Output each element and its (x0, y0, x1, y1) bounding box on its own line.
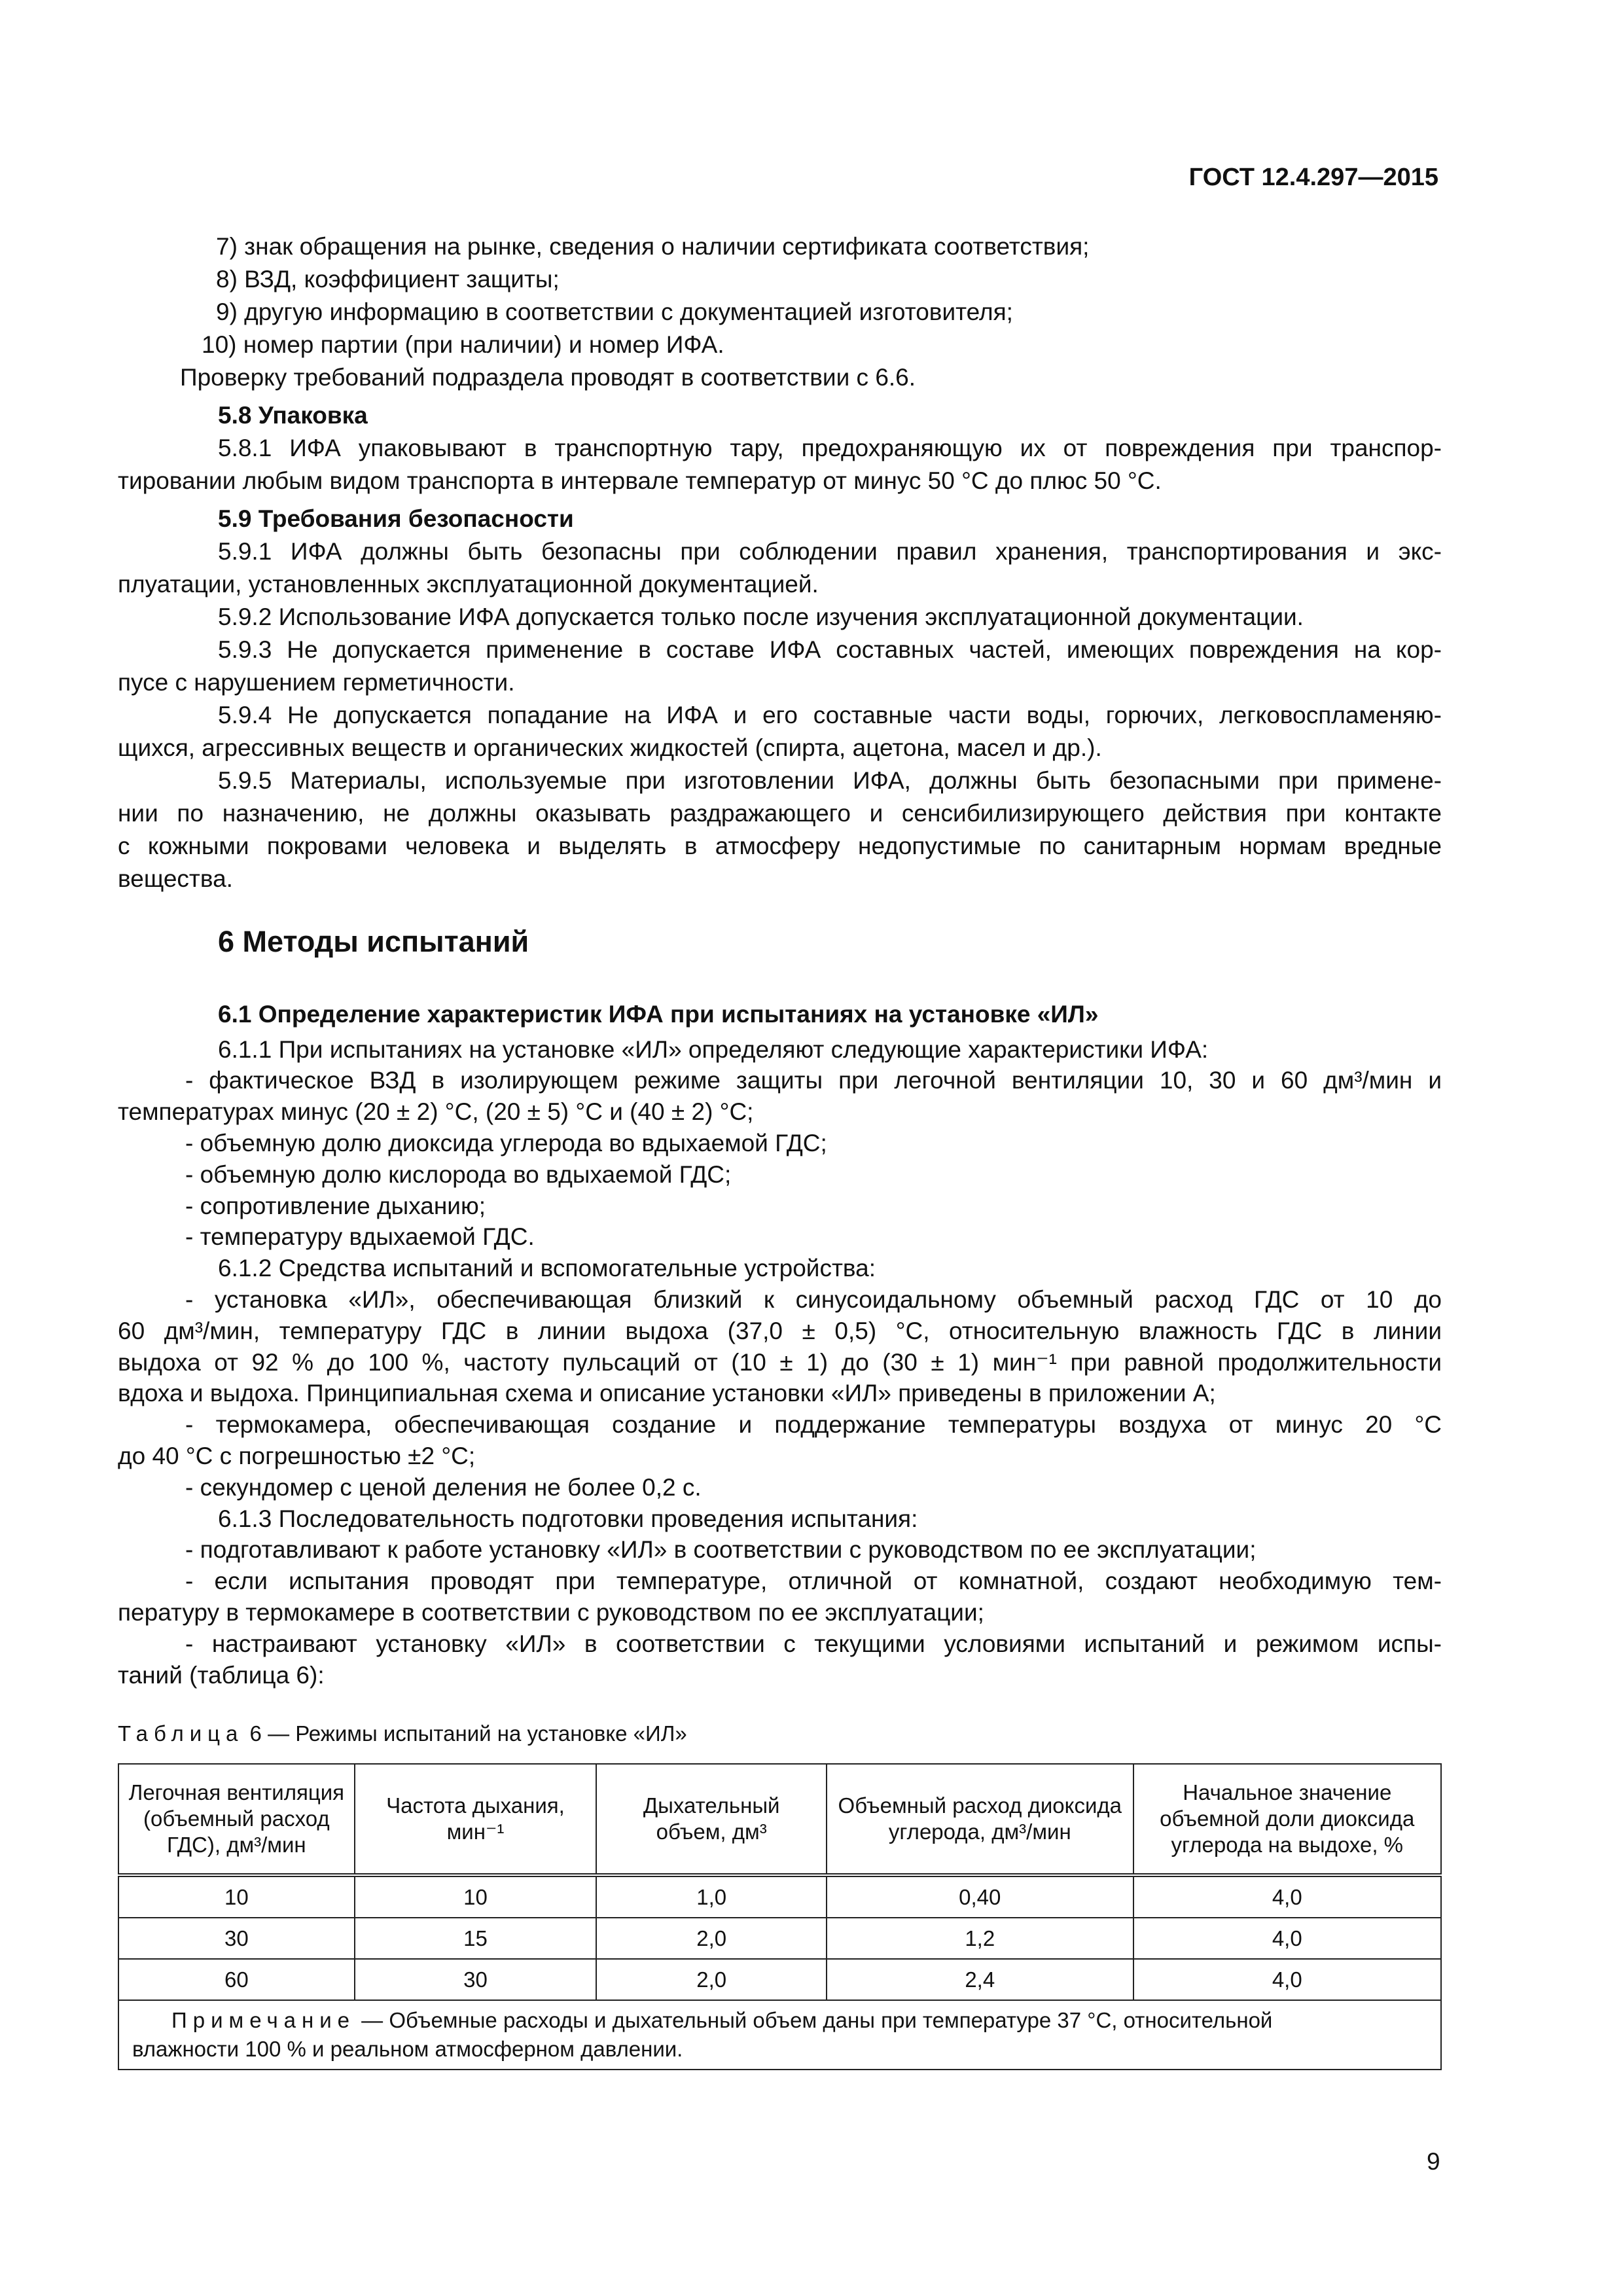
paragraph (118, 296, 1442, 329)
text-line: - температуру вдыхаемой ГДС. (185, 1223, 535, 1251)
text-line: 5.9.2 Использование ИФА допускается только после изучения эксплуатационной документации. (218, 603, 1304, 630)
paragraph (118, 634, 1442, 699)
table-cell: 2,0 (596, 1918, 827, 1959)
table-row (118, 1875, 1441, 1918)
section-heading (118, 503, 1442, 535)
text-line: 9) другую информацию в соответствии с документацией изготовителя; (216, 298, 1013, 325)
text-line: вдоха и выдоха. Принципиальная схема и описание установки «ИЛ» приведены в приложении А; (118, 1380, 1216, 1407)
text-line: нии по назначению, не должны оказывать раздражающего и сенсибилизирующего действия при контакте (118, 800, 1442, 827)
text-line: - объемную долю диоксида углерода во вдыхаемой ГДС; (185, 1129, 827, 1157)
section-6 (118, 926, 1442, 1691)
paragraph (118, 1628, 1442, 1691)
paragraph (118, 601, 1442, 634)
text-line: тировании любым видом транспорта в интервале температур от минус 50 °С до плюс 50 °С. (118, 467, 1162, 494)
text-line: 5.9.4 Не допускается попадание на ИФА и его составные части воды, горючих, легковоспламеняю- (218, 702, 1442, 728)
paragraph (118, 1534, 1442, 1566)
header-co2-initial: Начальное значение объемной доли диоксида углерода на выдохе, % (1133, 1764, 1442, 1875)
text-line: пературу в термокамере в соответствии с руководством по ее эксплуатации; (118, 1598, 984, 1626)
paragraph (118, 1472, 1442, 1503)
text-line: выдоха от 92 % до 100 %, частоту пульсаций от (10 ± 1) до (30 ± 1) мин⁻¹ при равной продолжительности (118, 1348, 1442, 1376)
text-line: таний (таблица 6): (118, 1661, 325, 1689)
table-row (118, 1918, 1441, 1959)
text-line: - объемную долю кислорода во вдыхаемой ГДС; (185, 1160, 732, 1188)
paragraph (118, 764, 1442, 895)
paragraph (118, 1253, 1442, 1284)
table-caption-text: 6 — Режимы испытаний на установке «ИЛ» (243, 1721, 687, 1746)
paragraph (118, 1221, 1442, 1253)
table-cell: 4,0 (1133, 1918, 1442, 1959)
section-heading (118, 926, 1442, 958)
table-caption-label: Таблица (118, 1721, 244, 1746)
text-line: 8) ВЗД, коэффициент защиты; (216, 266, 560, 293)
paragraph (118, 1034, 1442, 1066)
header-tidal-volume: Дыхательный объем, дм³ (596, 1764, 827, 1875)
text-line: - секундомер с ценой деления не более 0,2 с. (185, 1473, 702, 1501)
text-line: с кожными покровами человека и выделять в атмосферу недопустимые по санитарным нормам вредные (118, 833, 1442, 859)
paragraph (118, 1566, 1442, 1628)
header-co2-flow: Объемный расход диоксида углерода, дм³/мин (827, 1764, 1133, 1875)
table-cell: 2,0 (596, 1959, 827, 2000)
paragraph (118, 1128, 1442, 1159)
text-line: - если испытания проводят при температуре, отличной от комнатной, создают необходимую тем- (185, 1568, 1442, 1595)
table-cell: 1,0 (596, 1875, 827, 1918)
paragraph (118, 230, 1442, 263)
table-cell: 2,4 (827, 1959, 1133, 2000)
table-header-row (118, 1764, 1441, 1875)
section-heading (118, 999, 1442, 1030)
section-heading (118, 399, 1442, 432)
text-line: щихся, агрессивных веществ и органических жидкостей (спирта, ацетона, масел и др.). (118, 734, 1102, 761)
paragraph (118, 1284, 1442, 1409)
paragraph (118, 263, 1442, 296)
text-line: 6.1 Определение характеристик ИФА при испытаниях на установке «ИЛ» (218, 1000, 1099, 1028)
table-cell: 10 (118, 1875, 355, 1918)
paragraph (118, 1409, 1442, 1472)
text-line: - установка «ИЛ», обеспечивающая близкий к синусоидальному объемный расход ГДС от 10 до (185, 1285, 1442, 1313)
text-line: 5.9.3 Не допускается применение в составе ИФА составных частей, имеющих повреждения на кор- (218, 636, 1442, 663)
table-cell: 4,0 (1133, 1959, 1442, 2000)
text-line: температурах минус (20 ± 2) °С, (20 ± 5) °С и (40 ± 2) °С; (118, 1098, 754, 1126)
table-caption (118, 1721, 687, 1746)
paragraph (118, 1065, 1442, 1128)
table-cell: 0,40 (827, 1875, 1133, 1918)
text-line: 7) знак обращения на рынке, сведения о наличии сертификата соответствия; (216, 233, 1090, 260)
table-note-row (118, 2000, 1441, 2070)
text-line: - подготавливают к работе установку «ИЛ» в соответствии с руководством по ее эксплуатации; (185, 1536, 1257, 1564)
table-cell: 15 (355, 1918, 597, 1959)
header-breathing-rate: Частота дыхания, мин⁻¹ (355, 1764, 597, 1875)
text-line: 6 Методы испытаний (218, 925, 529, 958)
text-line: пусе с нарушением герметичности. (118, 669, 515, 696)
text-line: вещества. (118, 865, 233, 892)
text-line: 5.9.1 ИФА должны быть безопасны при соблюдении правил хранения, транспортирования и экс- (218, 538, 1442, 565)
page-number: 9 (1427, 2148, 1440, 2175)
table-note (118, 2000, 1441, 2070)
header-ventilation: Легочная вентиляция (объемный расход ГДС), дм³/мин (118, 1764, 355, 1875)
paragraph (118, 699, 1442, 764)
table-cell: 10 (355, 1875, 597, 1918)
paragraph (118, 361, 1442, 394)
table-cell: 4,0 (1133, 1875, 1442, 1918)
text-line: - настраивают установку «ИЛ» в соответствии с текущими условиями испытаний и режимом испы- (185, 1630, 1442, 1657)
note-text: — Объемные расходы и дыхательный объем даны при температуре 37 °С, относительной (355, 2008, 1273, 2032)
table-cell: 1,2 (827, 1918, 1133, 1959)
text-line: 60 дм³/мин, температуру ГДС в линии выдоха (37,0 ± 0,5) °С, относительную влажность ГДС в линии (118, 1317, 1442, 1344)
test-modes-table (118, 1763, 1442, 2070)
text-line: до 40 °С с погрешностью ±2 °С; (118, 1442, 476, 1469)
note-label: Примечание (171, 2008, 356, 2032)
text-line: 5.9 Требования безопасности (218, 505, 574, 532)
table-cell: 60 (118, 1959, 355, 2000)
text-line: - фактическое ВЗД в изолирующем режиме защиты при легочной вентиляции 10, 30 и 60 дм³/мин и (185, 1067, 1442, 1094)
text-line: Проверку требований подраздела проводят в соответствии с 6.6. (180, 364, 916, 391)
paragraph (118, 1191, 1442, 1222)
paragraph (118, 1159, 1442, 1191)
paragraph (118, 432, 1442, 497)
text-line: 5.8 Упаковка (218, 402, 368, 429)
paragraph (118, 1503, 1442, 1535)
document-body (118, 230, 1442, 1691)
text-line: 10) номер партии (при наличии) и номер ИФА. (202, 331, 724, 358)
paragraph (118, 535, 1442, 601)
table-row (118, 1959, 1441, 2000)
text-line: 6.1.3 Последовательность подготовки проведения испытания: (218, 1505, 918, 1532)
document-id: ГОСТ 12.4.297—2015 (1188, 164, 1438, 191)
note-text-continued: влажности 100 % и реальном атмосферном давлении. (132, 2037, 683, 2061)
text-line: 5.8.1 ИФА упаковывают в транспортную тару, предохраняющую их от повреждения при транспор- (218, 435, 1442, 461)
table-cell: 30 (355, 1959, 597, 2000)
text-line: 5.9.5 Материалы, используемые при изготовлении ИФА, должны быть безопасными при примене- (218, 767, 1442, 794)
text-line: 6.1.2 Средства испытаний и вспомогательные устройства: (218, 1255, 876, 1282)
text-line: - термокамера, обеспечивающая создание и поддержание температуры воздуха от минус 20 °С (185, 1411, 1442, 1439)
text-line: плуатации, установленных эксплуатационной документацией. (118, 571, 819, 598)
text-line: - сопротивление дыханию; (185, 1192, 486, 1219)
paragraph (118, 329, 1442, 361)
text-line: 6.1.1 При испытаниях на установке «ИЛ» определяют следующие характеристики ИФА: (218, 1035, 1209, 1063)
table-cell: 30 (118, 1918, 355, 1959)
